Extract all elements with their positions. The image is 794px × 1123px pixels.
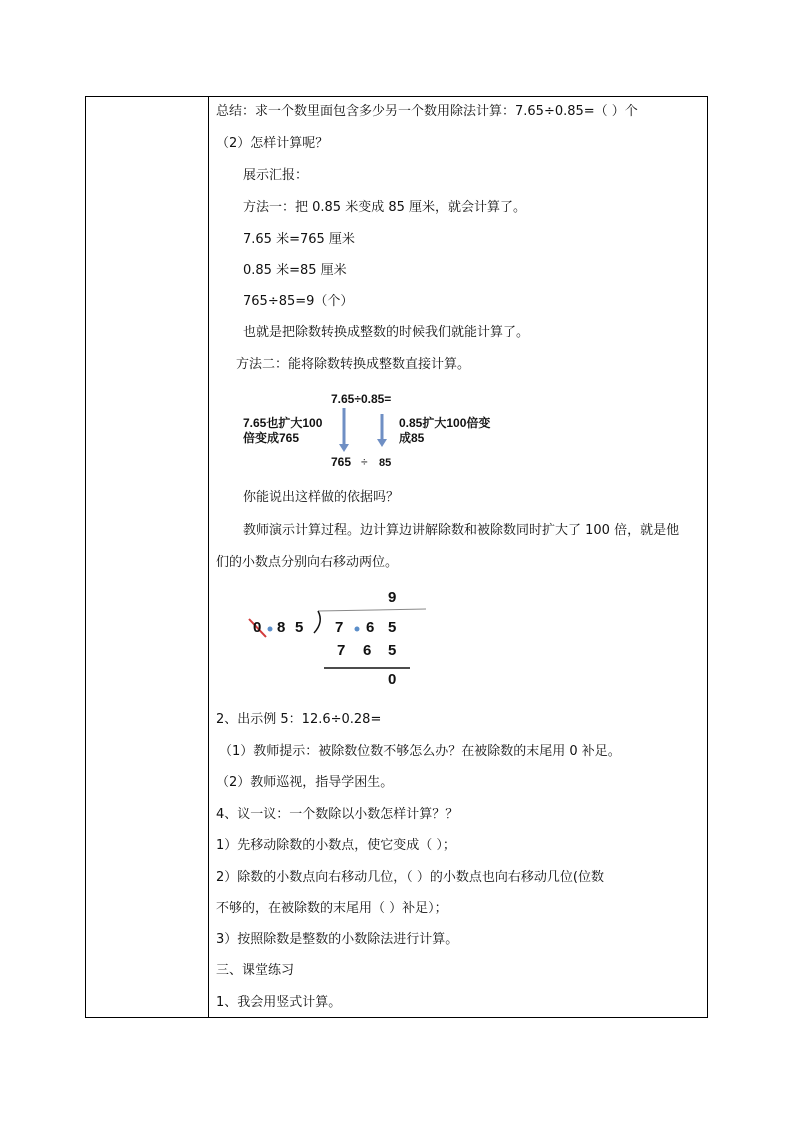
diagram-left-label-1: 7.65也扩大100	[243, 416, 323, 430]
equation-1: 7.65 米=765 厘米	[243, 232, 355, 247]
vertical-calc: 1、我会用竖式计算。	[216, 995, 342, 1010]
divisor-digit-0: 0	[253, 619, 262, 636]
example-5: 2、出示例 5：12.6÷0.28=	[216, 712, 382, 727]
teacher-hint: （1）教师提示：被除数位数不够怎么办？在被除数的末尾用 0 补足。	[219, 744, 621, 759]
diagram-right-label-2: 成85	[399, 431, 425, 445]
method-one: 方法一：把 0.85 米变成 85 厘米，就会计算了。	[243, 200, 527, 215]
product-digit-2: 5	[388, 642, 397, 659]
division-top-bar	[318, 609, 426, 611]
quotient-digit: 9	[388, 589, 397, 606]
equation-3: 765÷85=9（个）	[243, 294, 354, 309]
dividend-digit-1: 6	[366, 619, 375, 636]
teacher-demo-1: 教师演示计算过程。边计算边讲解除数和被除数同时扩大了 100 倍，就是他	[243, 523, 680, 538]
divisor-digit-2: 5	[295, 619, 304, 636]
dividend-decimal-dot	[355, 627, 360, 632]
divisor-decimal-dot	[268, 627, 273, 632]
equation-2: 0.85 米=85 厘米	[243, 263, 347, 278]
step-2a: 2）除数的小数点向右移动几位，（ ）的小数点也向右移动几位(位数	[216, 870, 604, 885]
question-2: （2）怎样计算呢？	[216, 136, 329, 151]
divisor-digit-1: 8	[277, 619, 286, 636]
diagram-bottom-left: 765	[331, 455, 352, 469]
report-heading: 展示汇报：	[243, 168, 309, 183]
division-bracket	[314, 611, 320, 633]
diagram-bottom-right: 85	[379, 457, 392, 469]
diagram-left-label-2: 倍变成765	[243, 431, 300, 445]
discuss-heading: 4、议一议：一个数除以小数怎样计算？？	[216, 807, 459, 822]
step-1: 1）先移动除数的小数点，使它变成（ ）；	[216, 838, 456, 853]
diagram-bottom-operator: ÷	[361, 455, 368, 469]
method-two: 方法二：能将除数转换成整数直接计算。	[236, 357, 471, 372]
dividend-digit-0: 7	[335, 619, 344, 636]
step-3: 3）按照除数是整数的小数除法进行计算。	[216, 932, 459, 947]
down-arrow-icon-left	[339, 408, 349, 452]
remainder-digit: 0	[388, 671, 397, 688]
teacher-demo-2: 们的小数点分别向右移动两位。	[216, 555, 399, 570]
product-digit-1: 6	[363, 642, 372, 659]
dividend-digit-2: 5	[388, 619, 397, 636]
practice-heading: 三、课堂练习	[216, 963, 295, 978]
conclusion-1: 也就是把除数转换成整数的时候我们就能计算了。	[243, 325, 530, 340]
ask-basis: 你能说出这样做的依据吗？	[243, 490, 400, 505]
step-2b: 不够的，在被除数的末尾用（ ）补足）；	[216, 901, 448, 916]
down-arrow-icon-right	[377, 414, 387, 447]
diagram-top-expression: 7.65÷0.85=	[331, 392, 392, 406]
diagram-right-label-1: 0.85扩大100倍变	[399, 416, 491, 430]
product-digit-0: 7	[337, 642, 346, 659]
summary-line: 总结：求一个数里面包含多少另一个数用除法计算：7.65÷0.85=（ ）个	[216, 104, 638, 119]
teacher-patrol: （2）教师巡视，指导学困生。	[216, 775, 394, 790]
